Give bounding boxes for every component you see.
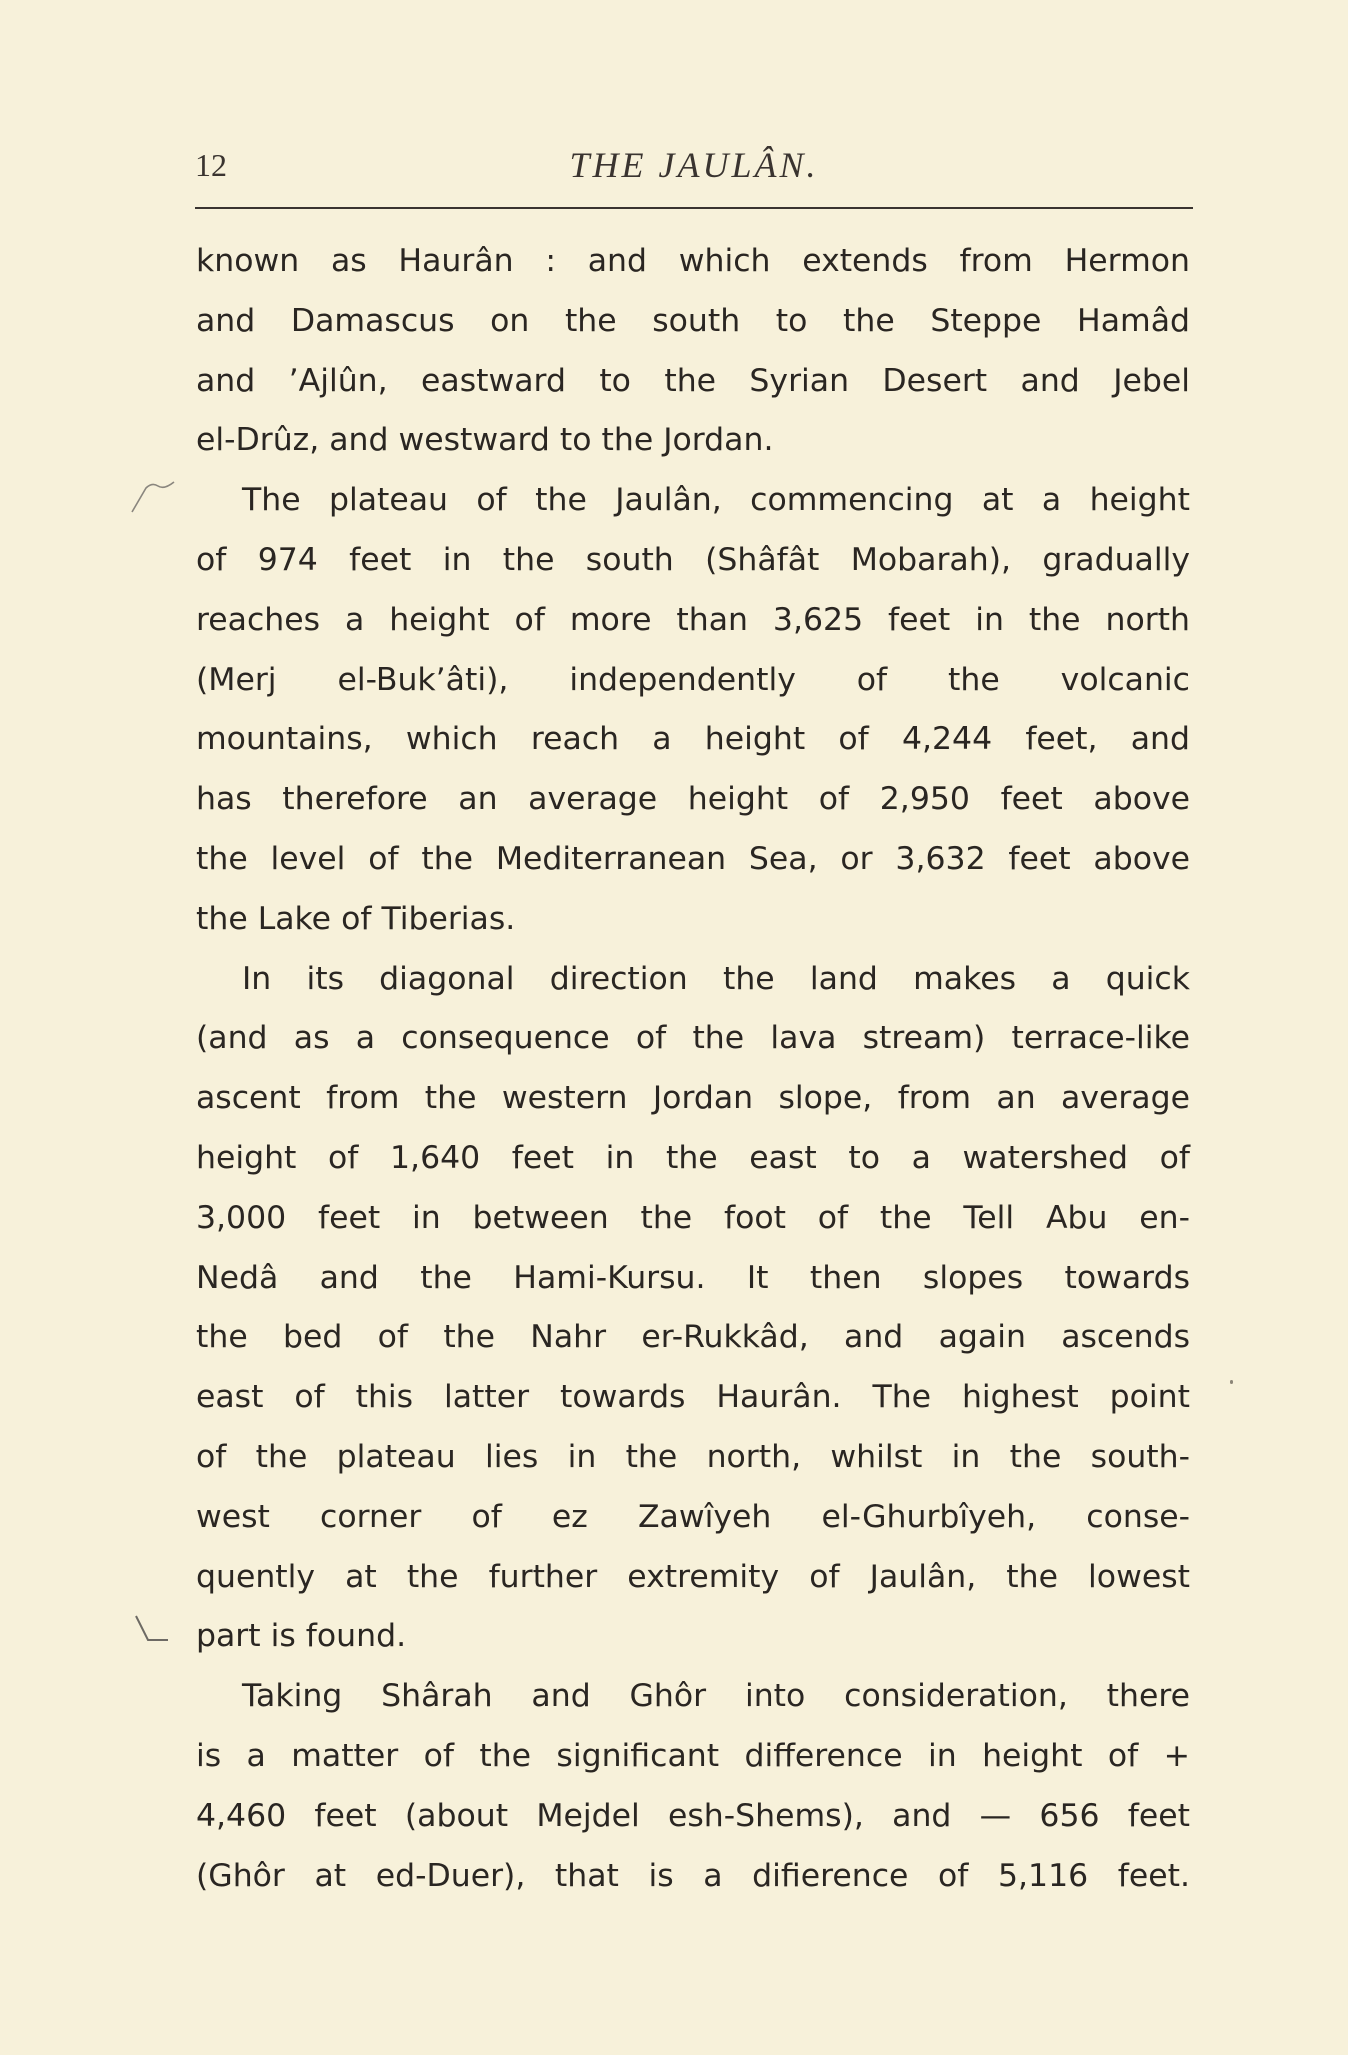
pencil-bracket-bottom-icon xyxy=(132,1610,172,1650)
running-title: THE JAULÂN. xyxy=(569,145,819,185)
text-line: The plateau of the Jaulân, commencing at a height xyxy=(242,482,1190,519)
text-line: and ’Ajlûn, eastward to the Syrian Desert and Jebel xyxy=(196,362,1190,399)
body-text xyxy=(196,232,1190,1906)
text-line: mountains, which reach a height of 4,244 feet, and xyxy=(196,721,1190,758)
text-line: of the plateau lies in the north, whilst in the south- xyxy=(196,1438,1190,1475)
text-line: the Lake of Tiberias. xyxy=(196,900,516,937)
paragraph-3 xyxy=(196,950,1190,1668)
text-line: ascent from the western Jordan slope, from an average xyxy=(196,1080,1190,1117)
paragraph-1 xyxy=(196,232,1190,471)
text-line: known as Haurân : and which extends from Hermon xyxy=(196,243,1190,279)
paper-speck xyxy=(1230,1380,1233,1384)
text-line: part is found. xyxy=(196,1618,407,1655)
text-line: el-Drûz, and westward to the Jordan. xyxy=(196,422,774,459)
text-line: Taking Shârah and Ghôr into consideration, there xyxy=(242,1678,1190,1715)
text-line: (Ghôr at ed-Duer), that is a difierence of 5,116 feet. xyxy=(196,1857,1190,1894)
text-line: height of 1,640 feet in the east to a watershed of xyxy=(196,1139,1190,1176)
text-line: east of this latter towards Haurân. The highest point xyxy=(196,1379,1190,1416)
page-header xyxy=(195,145,1193,195)
header-rule xyxy=(195,207,1193,209)
text-line: (Merj el-Buk’âti), independently of the volcanic xyxy=(196,661,1190,698)
page-number: 12 xyxy=(195,147,227,183)
text-line: (and as a consequence of the lava stream) terrace-like xyxy=(196,1020,1190,1057)
text-line: the level of the Mediterranean Sea, or 3,632 feet above xyxy=(196,840,1190,877)
text-line: and Damascus on the south to the Steppe Hamâd xyxy=(196,302,1190,339)
text-line: Nedâ and the Hami-Kursu. It then slopes towards xyxy=(196,1259,1190,1296)
text-line: of 974 feet in the south (Shâfât Mobarah), gradually xyxy=(196,541,1190,578)
text-line: west corner of ez Zawîyeh el-Ghurbîyeh, conse- xyxy=(196,1498,1190,1535)
text-line: In its diagonal direction the land makes a quick xyxy=(242,960,1190,997)
text-line: 4,460 feet (about Mejdel esh-Shems), and — 656 feet xyxy=(196,1797,1190,1834)
text-line: has therefore an average height of 2,950 feet above xyxy=(196,781,1190,818)
text-line: is a matter of the significant difference in height of + xyxy=(196,1737,1190,1774)
text-line: reaches a height of more than 3,625 feet in the north xyxy=(196,601,1190,638)
paragraph-2 xyxy=(196,471,1190,949)
paragraph-4 xyxy=(196,1667,1190,1906)
text-line: the bed of the Nahr er-Rukkâd, and again ascends xyxy=(196,1319,1190,1356)
text-line: quently at the further extremity of Jaulân, the lowest xyxy=(196,1558,1190,1595)
pencil-bracket-top-icon xyxy=(128,474,178,514)
text-line: 3,000 feet in between the foot of the Tell Abu en- xyxy=(196,1199,1190,1236)
